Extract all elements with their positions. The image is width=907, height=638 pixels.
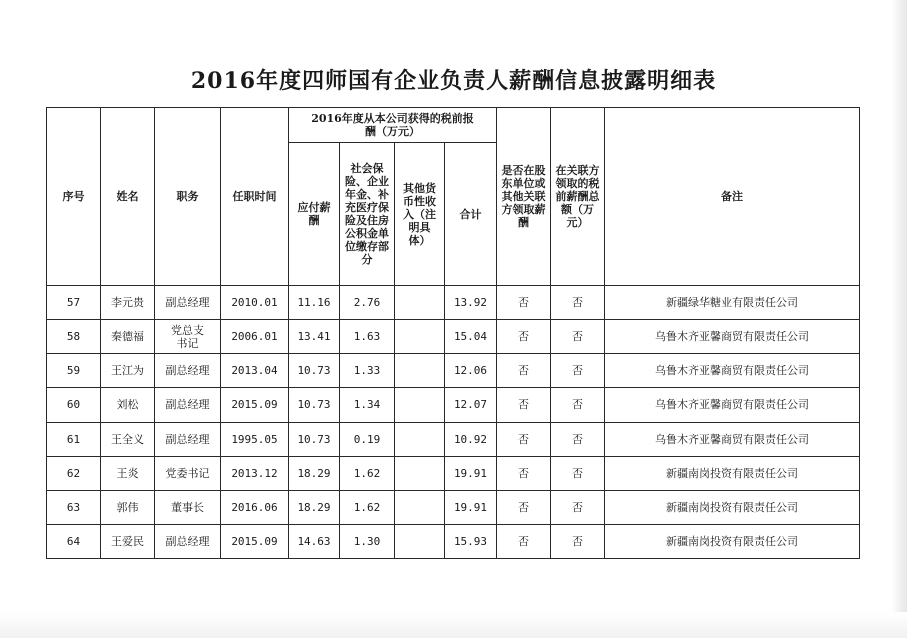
cell-seq: 64 (47, 524, 101, 558)
cell-position: 副总经理 (155, 524, 221, 558)
cell-related-amount: 否 (551, 422, 605, 456)
cell-other (395, 456, 445, 490)
cell-tenure: 2013.12 (221, 456, 289, 490)
cell-other (395, 524, 445, 558)
cell-note: 新疆南岗投资有限责任公司 (605, 456, 860, 490)
cell-salary: 11.16 (289, 286, 340, 320)
header-pretax-group: 2016年度从本公司获得的税前报酬（万元） (289, 108, 497, 143)
header-tenure: 任职时间 (221, 108, 289, 286)
cell-note: 乌鲁木齐亚馨商贸有限责任公司 (605, 422, 860, 456)
cell-other (395, 422, 445, 456)
cell-total: 12.06 (445, 354, 497, 388)
cell-related-paid: 否 (497, 388, 551, 422)
cell-note: 新疆南岗投资有限责任公司 (605, 490, 860, 524)
header-name: 姓名 (101, 108, 155, 286)
cell-related-paid: 否 (497, 490, 551, 524)
cell-tenure: 2010.01 (221, 286, 289, 320)
cell-tenure: 2015.09 (221, 388, 289, 422)
table-row (47, 388, 860, 422)
cell-note: 乌鲁木齐亚馨商贸有限责任公司 (605, 320, 860, 354)
cell-salary: 13.41 (289, 320, 340, 354)
header-total: 合计 (445, 143, 497, 286)
cell-tenure: 2006.01 (221, 320, 289, 354)
cell-seq: 62 (47, 456, 101, 490)
header-other: 其他货币性收入（注明具体） (395, 143, 445, 286)
cell-seq: 63 (47, 490, 101, 524)
cell-related-paid: 否 (497, 320, 551, 354)
cell-tenure: 2015.09 (221, 524, 289, 558)
cell-total: 19.91 (445, 456, 497, 490)
table-row (47, 422, 860, 456)
cell-position: 副总经理 (155, 388, 221, 422)
cell-note: 乌鲁木齐亚馨商贸有限责任公司 (605, 388, 860, 422)
cell-social: 2.76 (340, 286, 395, 320)
header-seq: 序号 (47, 108, 101, 286)
cell-social: 1.63 (340, 320, 395, 354)
page-title: 2016年度四师国有企业负责人薪酬信息披露明细表 (190, 68, 717, 94)
header-salary: 应付薪酬 (289, 143, 340, 286)
cell-total: 19.91 (445, 490, 497, 524)
cell-note: 新疆绿华糖业有限责任公司 (605, 286, 860, 320)
cell-seq: 59 (47, 354, 101, 388)
cell-related-amount: 否 (551, 490, 605, 524)
cell-name: 王全义 (101, 422, 155, 456)
table-row (47, 524, 860, 558)
cell-name: 刘松 (101, 388, 155, 422)
header-social: 社会保险、企业年金、补充医疗保险及住房公积金单位缴存部分 (340, 143, 395, 286)
cell-related-amount: 否 (551, 286, 605, 320)
salary-disclosure-table (46, 107, 860, 559)
cell-name: 王江为 (101, 354, 155, 388)
cell-social: 0.19 (340, 422, 395, 456)
header-related-amount: 在关联方领取的税前薪酬总额（万元） (551, 108, 605, 286)
cell-salary: 10.73 (289, 422, 340, 456)
scan-edge-shadow (891, 0, 907, 638)
cell-salary: 10.73 (289, 354, 340, 388)
cell-related-paid: 否 (497, 524, 551, 558)
cell-tenure: 2013.04 (221, 354, 289, 388)
cell-salary: 10.73 (289, 388, 340, 422)
table-row (47, 286, 860, 320)
cell-other (395, 354, 445, 388)
cell-name: 李元贵 (101, 286, 155, 320)
cell-social: 1.30 (340, 524, 395, 558)
cell-related-amount: 否 (551, 320, 605, 354)
cell-note: 乌鲁木齐亚馨商贸有限责任公司 (605, 354, 860, 388)
scan-bottom-shadow (0, 612, 907, 638)
header-note: 备注 (605, 108, 860, 286)
cell-related-paid: 否 (497, 354, 551, 388)
cell-name: 王爱民 (101, 524, 155, 558)
table-row (47, 456, 860, 490)
cell-position: 党总支书记 (155, 320, 221, 354)
cell-social: 1.62 (340, 456, 395, 490)
cell-position: 党委书记 (155, 456, 221, 490)
cell-note: 新疆南岗投资有限责任公司 (605, 524, 860, 558)
cell-seq: 58 (47, 320, 101, 354)
cell-social: 1.34 (340, 388, 395, 422)
cell-position: 董事长 (155, 490, 221, 524)
cell-name: 秦德福 (101, 320, 155, 354)
cell-other (395, 286, 445, 320)
cell-total: 10.92 (445, 422, 497, 456)
cell-social: 1.33 (340, 354, 395, 388)
cell-salary: 14.63 (289, 524, 340, 558)
cell-name: 郭伟 (101, 490, 155, 524)
table-row (47, 490, 860, 524)
table-row (47, 354, 860, 388)
cell-total: 13.92 (445, 286, 497, 320)
cell-seq: 60 (47, 388, 101, 422)
cell-other (395, 490, 445, 524)
cell-related-amount: 否 (551, 524, 605, 558)
cell-related-paid: 否 (497, 422, 551, 456)
cell-seq: 61 (47, 422, 101, 456)
cell-tenure: 2016.06 (221, 490, 289, 524)
cell-salary: 18.29 (289, 490, 340, 524)
cell-total: 15.04 (445, 320, 497, 354)
cell-related-paid: 否 (497, 456, 551, 490)
cell-position: 副总经理 (155, 286, 221, 320)
cell-related-paid: 否 (497, 286, 551, 320)
cell-seq: 57 (47, 286, 101, 320)
cell-salary: 18.29 (289, 456, 340, 490)
header-position: 职务 (155, 108, 221, 286)
cell-social: 1.62 (340, 490, 395, 524)
cell-position: 副总经理 (155, 422, 221, 456)
cell-related-amount: 否 (551, 388, 605, 422)
cell-related-amount: 否 (551, 354, 605, 388)
cell-name: 王炎 (101, 456, 155, 490)
cell-total: 12.07 (445, 388, 497, 422)
table-row (47, 320, 860, 354)
cell-position: 副总经理 (155, 354, 221, 388)
cell-other (395, 388, 445, 422)
cell-tenure: 1995.05 (221, 422, 289, 456)
header-related-paid: 是否在股东单位或其他关联方领取薪酬 (497, 108, 551, 286)
cell-total: 15.93 (445, 524, 497, 558)
cell-related-amount: 否 (551, 456, 605, 490)
cell-other (395, 320, 445, 354)
